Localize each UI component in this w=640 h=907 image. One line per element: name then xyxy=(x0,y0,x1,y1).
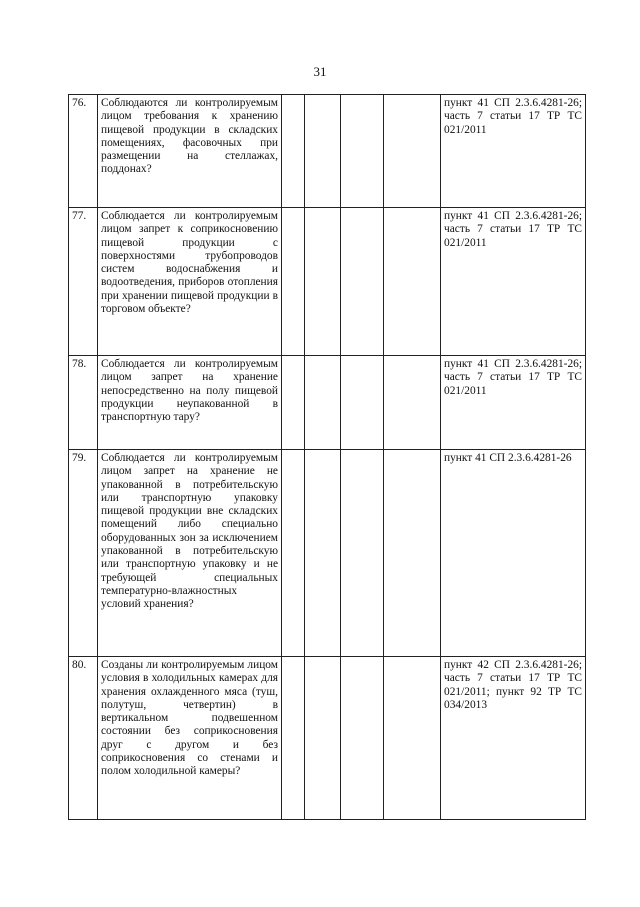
answer-cell xyxy=(384,450,441,657)
requirement-question: Соблюдается ли контролируемым лицом запрет к соприкосновению пищевой продукции с поверхностями трубопроводов систем водоснабжения и водоотведения, приборов отопления при хранении пищевой продукции в торговом объекте? xyxy=(98,208,282,356)
row-number: 76. xyxy=(69,95,98,208)
answer-cell xyxy=(341,657,384,820)
answer-cell xyxy=(305,657,341,820)
requirement-question: Соблюдается ли контролируемым лицом запрет на хранение непосредственно на полу пищевой продукции неупакованной в транспортную тару? xyxy=(98,356,282,450)
answer-cell xyxy=(384,95,441,208)
table-row xyxy=(69,208,586,356)
legal-reference: пункт 41 СП 2.3.6.4281-26; часть 7 статьи 17 ТР ТС 021/2011 xyxy=(441,208,586,356)
answer-cell xyxy=(282,356,305,450)
checklist-table xyxy=(68,94,586,820)
row-number: 77. xyxy=(69,208,98,356)
answer-cell xyxy=(341,450,384,657)
answer-cell xyxy=(282,208,305,356)
page-number: 31 xyxy=(313,64,327,79)
row-number: 80. xyxy=(69,657,98,820)
table-row xyxy=(69,356,586,450)
answer-cell xyxy=(341,208,384,356)
legal-reference: пункт 41 СП 2.3.6.4281-26 xyxy=(441,450,586,657)
requirement-question: Соблюдается ли контролируемым лицом запрет на хранение не упакованной в потребительскую или транспортную упаковку пищевой продукции вне складских помещений либо специально оборудованных зон за исключением упакованной в потребительскую или транспортную упаковку и не требующей специальных температурно-влажностных условий хранения? xyxy=(98,450,282,657)
table-row xyxy=(69,95,586,208)
legal-reference: пункт 41 СП 2.3.6.4281-26; часть 7 статьи 17 ТР ТС 021/2011 xyxy=(441,95,586,208)
requirement-question: Созданы ли контролируемым лицом условия в холодильных камерах для хранения охлажденного мяса (туш, полутуш, четвертин) в вертикальном подвешенном состоянии без соприкосновения друг с другом и без соприкосновения со стенами и полом холодильной камеры? xyxy=(98,657,282,820)
answer-cell xyxy=(282,95,305,208)
legal-reference: пункт 41 СП 2.3.6.4281-26; часть 7 статьи 17 ТР ТС 021/2011 xyxy=(441,356,586,450)
answer-cell xyxy=(384,657,441,820)
row-number: 79. xyxy=(69,450,98,657)
answer-cell xyxy=(305,95,341,208)
table-row xyxy=(69,450,586,657)
answer-cell xyxy=(305,208,341,356)
row-number: 78. xyxy=(69,356,98,450)
requirement-question: Соблюдаются ли контролируемым лицом требования к хранению пищевой продукции в складских помещениях, фасовочных при размещении на стеллажах, поддонах? xyxy=(98,95,282,208)
answer-cell xyxy=(282,657,305,820)
legal-reference: пункт 42 СП 2.3.6.4281-26; часть 7 статьи 17 ТР ТС 021/2011; пункт 92 ТР ТС 034/2013 xyxy=(441,657,586,820)
answer-cell xyxy=(384,356,441,450)
answer-cell xyxy=(384,208,441,356)
answer-cell xyxy=(341,356,384,450)
answer-cell xyxy=(282,450,305,657)
answer-cell xyxy=(305,356,341,450)
answer-cell xyxy=(305,450,341,657)
answer-cell xyxy=(341,95,384,208)
table-row xyxy=(69,657,586,820)
